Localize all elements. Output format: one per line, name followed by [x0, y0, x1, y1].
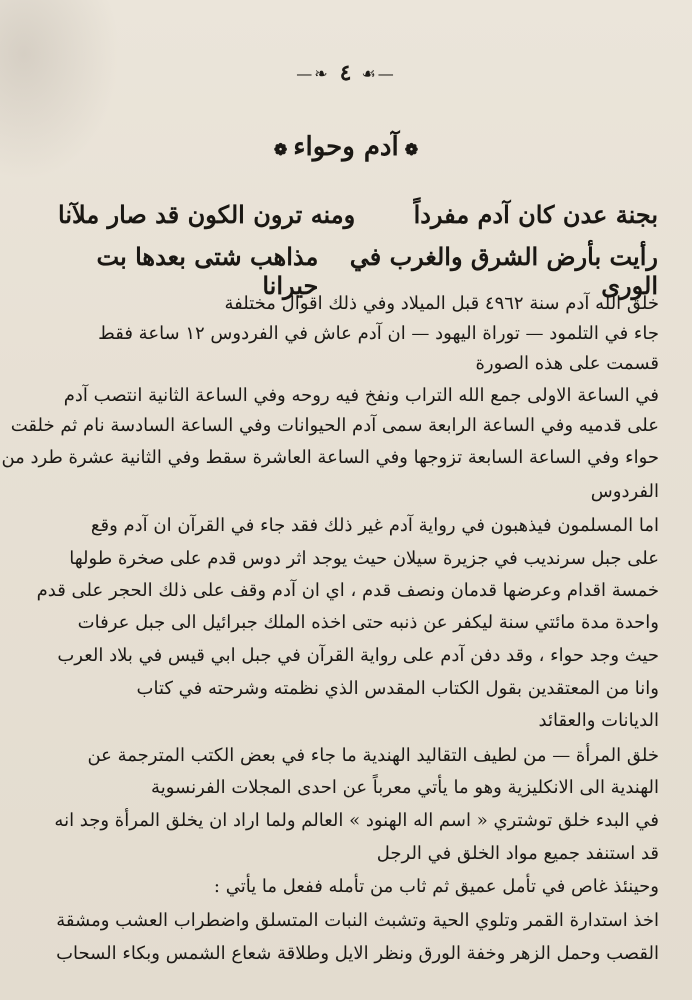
section-title — [0, 132, 692, 162]
text-line: الديانات والعقائد — [538, 710, 659, 731]
hemistich-second: ومنه ترون الكون قد صار ملآنا — [58, 200, 356, 229]
ornament-right-icon: ☙— — [361, 63, 396, 83]
text-line: جاء في التلمود — توراة اليهود — ان آدم عاش في الفردوس ١٢ ساعة فقط — [98, 323, 659, 344]
text-line: على جبل سرنديب في جزيرة سيلان حيث يوجد اثر دوس قدم على صخرة طولها — [69, 548, 659, 569]
text-line: الهندية الى الانكليزية وهو ما يأتي معرباً عن احدى المجلات الفرنسوية — [151, 777, 659, 798]
poem-verse — [58, 242, 658, 300]
text-line: وانا من المعتقدين بقول الكتاب المقدس الذي نظمته وشرحته في كتاب — [136, 678, 659, 699]
text-line: اخذ استدارة القمر وتلوي الحية وتشبث النبات المتسلق واضطراب العشب ومشقة — [56, 910, 659, 931]
text-line: حيث وجد حواء ، وقد دفن آدم على رواية القرآن في جبل ابي قيس في بلاد العرب — [57, 645, 659, 666]
ornament-left-icon: —❧ — [296, 63, 330, 83]
text-line: الفردوس — [590, 481, 659, 502]
text-line: قسمت على هذه الصورة — [475, 353, 659, 374]
hemistich-first: بجنة عدن كان آدم مفرداً — [413, 200, 658, 229]
text-line: وحينئذ غاص في تأمل عميق ثم ثاب من تأمله ففعل ما يأتي : — [213, 876, 659, 897]
text-line: واحدة مدة مائتي سنة ليكفر عن ذنبه حتى اخذه الملك جبرائيل الى جبل عرفات — [77, 612, 659, 633]
title-ornament-icon: ❁ — [273, 140, 288, 159]
text-line: خلق المرأة — من لطيف التقاليد الهندية ما جاء في بعض الكتب المترجمة عن — [87, 745, 659, 766]
title-ornament-icon: ❁ — [404, 140, 419, 159]
text-line: حواء وفي الساعة السابعة تزوجها وفي الساعة العاشرة سقط وفي الثانية عشرة طرد من — [1, 447, 659, 468]
text-line: القصب وحمل الزهر وخفة الورق ونظر الايل وطلاقة شعاع الشمس وبكاء السحاب — [56, 943, 659, 964]
page-number: ٤ — [339, 60, 352, 86]
text-line: في البدء خلق توشتري « اسم اله الهنود » العالم ولما اراد ان يخلق المرأة وجد انه — [54, 810, 659, 831]
page-header — [0, 60, 692, 86]
hemistich-first: رأيت بأرض الشرق والغرب في الورى — [349, 242, 658, 300]
poem-verse — [58, 200, 658, 229]
title-text: آدم وحواء — [293, 132, 399, 162]
text-line: على قدميه وفي الساعة الرابعة سمى آدم الحيوانات وفي الساعة السادسة نام ثم خلقت — [10, 415, 659, 436]
text-line: خلق الله آدم سنة ٤٩٦٢ قبل الميلاد وفي ذلك اقوال مختلفة — [224, 293, 659, 314]
hemistich-second: مذاهب شتى بعدها بت حيرانا — [96, 242, 319, 300]
text-line: قد استنفد جميع مواد الخلق في الرجل — [376, 843, 659, 864]
text-line: في الساعة الاولى جمع الله التراب ونفخ فيه روحه وفي الساعة الثانية انتصب آدم — [63, 385, 659, 406]
text-line: خمسة اقدام وعرضها قدمان ونصف قدم ، اي ان آدم وقف على ذلك الحجر على قدم — [36, 580, 659, 601]
text-line: اما المسلمون فيذهبون في رواية آدم غير ذلك فقد جاء في القرآن ان آدم وقع — [90, 515, 659, 536]
